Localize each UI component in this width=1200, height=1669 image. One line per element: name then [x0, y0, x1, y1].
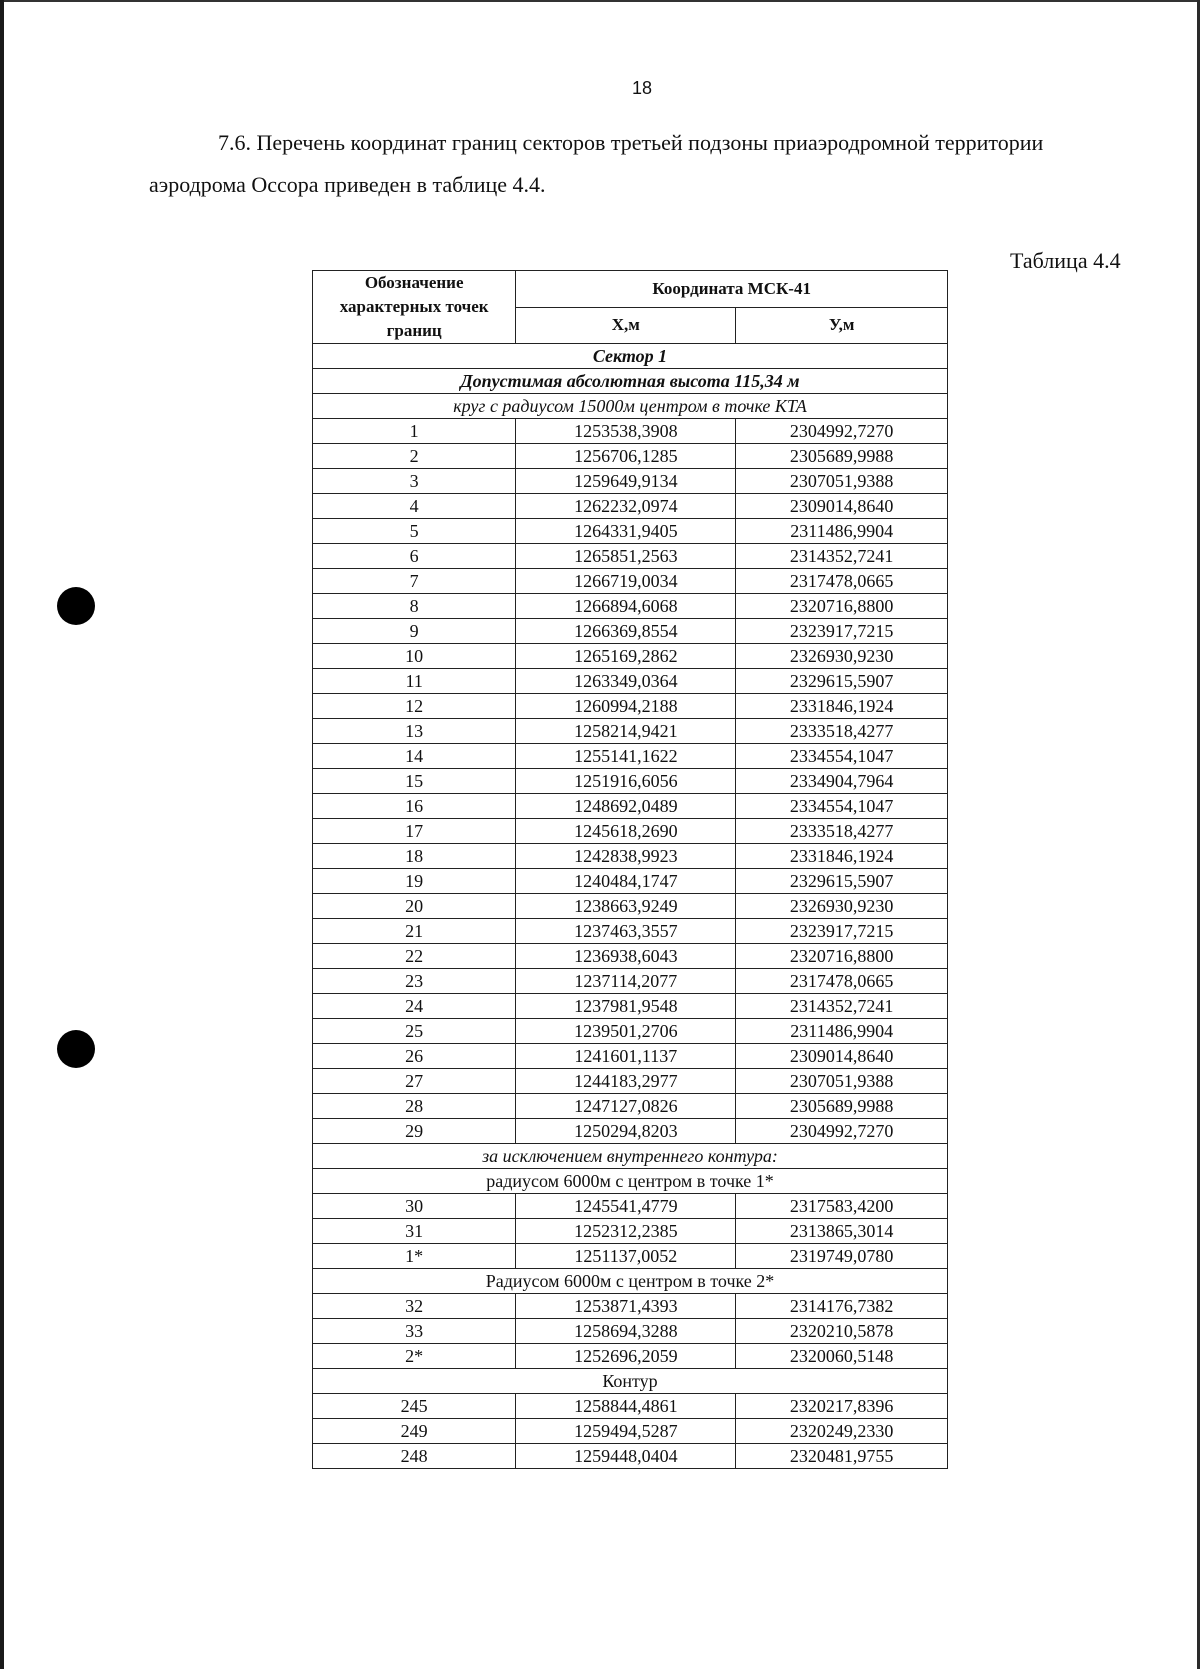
x-cell: 1238663,9249: [516, 894, 736, 919]
x-cell: 1247127,0826: [516, 1094, 736, 1119]
x-cell: 1237463,3557: [516, 919, 736, 944]
point-cell: 5: [313, 519, 516, 544]
x-cell: 1262232,0974: [516, 494, 736, 519]
table-row: [313, 894, 948, 919]
point-cell: 8: [313, 594, 516, 619]
table-row: [313, 1344, 948, 1369]
x-cell: 1251916,6056: [516, 769, 736, 794]
point-cell: 22: [313, 944, 516, 969]
x-cell: 1266369,8554: [516, 619, 736, 644]
y-cell: 2320716,8800: [736, 594, 948, 619]
x-cell: 1258844,4861: [516, 1394, 736, 1419]
y-cell: 2309014,8640: [736, 1044, 948, 1069]
table-row: [313, 1244, 948, 1269]
x-cell: 1239501,2706: [516, 1019, 736, 1044]
table-row: [313, 1044, 948, 1069]
y-cell: 2317583,4200: [736, 1194, 948, 1219]
point-cell: 16: [313, 794, 516, 819]
x-cell: 1241601,1137: [516, 1044, 736, 1069]
point-cell: 3: [313, 469, 516, 494]
point-cell: 4: [313, 494, 516, 519]
radius-2-description: Радиусом 6000м с центром в точке 2*: [313, 1269, 948, 1294]
paragraph-line-2: аэродрома Оссора приведен в таблице 4.4.: [149, 172, 546, 197]
table-row: [313, 544, 948, 569]
point-cell: 6: [313, 544, 516, 569]
table-row: [313, 1094, 948, 1119]
y-cell: 2334554,1047: [736, 794, 948, 819]
x-cell: 1256706,1285: [516, 444, 736, 469]
point-cell: 24: [313, 994, 516, 1019]
table-row: [313, 794, 948, 819]
table-row: [313, 494, 948, 519]
x-cell: 1255141,1622: [516, 744, 736, 769]
x-cell: 1263349,0364: [516, 669, 736, 694]
table-row: [313, 1219, 948, 1244]
x-cell: 1259649,9134: [516, 469, 736, 494]
coordinates-table: [312, 270, 948, 1469]
y-cell: 2317478,0665: [736, 969, 948, 994]
y-cell: 2307051,9388: [736, 1069, 948, 1094]
table-row: [313, 444, 948, 469]
point-cell: 33: [313, 1319, 516, 1344]
y-cell: 2320060,5148: [736, 1344, 948, 1369]
point-cell: 19: [313, 869, 516, 894]
point-cell: 30: [313, 1194, 516, 1219]
y-cell: 2320716,8800: [736, 944, 948, 969]
y-cell: 2311486,9904: [736, 1019, 948, 1044]
table-row: [313, 944, 948, 969]
table-row: [313, 1394, 948, 1419]
y-cell: 2329615,5907: [736, 669, 948, 694]
x-cell: 1253871,4393: [516, 1294, 736, 1319]
table-row: [313, 519, 948, 544]
table-row: [313, 869, 948, 894]
point-cell: 17: [313, 819, 516, 844]
point-cell: 10: [313, 644, 516, 669]
y-cell: 2313865,3014: [736, 1219, 948, 1244]
y-cell: 2309014,8640: [736, 494, 948, 519]
x-cell: 1265169,2862: [516, 644, 736, 669]
x-cell: 1242838,9923: [516, 844, 736, 869]
point-cell: 23: [313, 969, 516, 994]
x-cell: 1259448,0404: [516, 1444, 736, 1469]
table-row: [313, 419, 948, 444]
y-cell: 2331846,1924: [736, 694, 948, 719]
point-cell: 15: [313, 769, 516, 794]
point-cell: 29: [313, 1119, 516, 1144]
x-cell: 1252312,2385: [516, 1219, 736, 1244]
table-row: [313, 1444, 948, 1469]
table-row: [313, 694, 948, 719]
y-cell: 2317478,0665: [736, 569, 948, 594]
header-coordinate-system: Координата МСК-41: [516, 271, 948, 308]
table-row: [313, 744, 948, 769]
header-point-designation: Обозначение характерных точек границ: [313, 271, 516, 344]
x-cell: 1260994,2188: [516, 694, 736, 719]
table-row: [313, 719, 948, 744]
point-cell: 1: [313, 419, 516, 444]
y-cell: 2314176,7382: [736, 1294, 948, 1319]
y-cell: 2326930,9230: [736, 644, 948, 669]
y-cell: 2307051,9388: [736, 469, 948, 494]
x-cell: 1266894,6068: [516, 594, 736, 619]
x-cell: 1236938,6043: [516, 944, 736, 969]
table-row: [313, 569, 948, 594]
contour-title: Контур: [313, 1369, 948, 1394]
x-cell: 1237114,2077: [516, 969, 736, 994]
table-row: [313, 1019, 948, 1044]
table-row: [313, 844, 948, 869]
page-number: 18: [631, 78, 653, 98]
point-cell: 245: [313, 1394, 516, 1419]
x-cell: 1259494,5287: [516, 1419, 736, 1444]
y-cell: 2333518,4277: [736, 719, 948, 744]
point-cell: 20: [313, 894, 516, 919]
y-cell: 2333518,4277: [736, 819, 948, 844]
x-cell: 1248692,0489: [516, 794, 736, 819]
y-cell: 2320217,8396: [736, 1394, 948, 1419]
y-cell: 2323917,7215: [736, 919, 948, 944]
point-cell: 18: [313, 844, 516, 869]
y-cell: 2329615,5907: [736, 869, 948, 894]
x-cell: 1266719,0034: [516, 569, 736, 594]
table-body: [313, 344, 948, 1469]
x-cell: 1245541,4779: [516, 1194, 736, 1219]
punch-hole-icon: [57, 1030, 95, 1068]
point-cell: 25: [313, 1019, 516, 1044]
x-cell: 1244183,2977: [516, 1069, 736, 1094]
y-cell: 2323917,7215: [736, 619, 948, 644]
point-cell: 27: [313, 1069, 516, 1094]
scan-edge-left: [0, 0, 4, 1669]
table-row: [313, 994, 948, 1019]
y-cell: 2304992,7270: [736, 419, 948, 444]
y-cell: 2305689,9988: [736, 444, 948, 469]
point-cell: 1*: [313, 1244, 516, 1269]
y-cell: 2304992,7270: [736, 1119, 948, 1144]
table-row: [313, 469, 948, 494]
exclusion-note: за исключением внутреннего контура:: [313, 1144, 948, 1169]
point-cell: 12: [313, 694, 516, 719]
x-cell: 1258694,3288: [516, 1319, 736, 1344]
point-cell: 21: [313, 919, 516, 944]
point-cell: 31: [313, 1219, 516, 1244]
point-cell: 2: [313, 444, 516, 469]
y-cell: 2334554,1047: [736, 744, 948, 769]
table-row: [313, 1119, 948, 1144]
y-cell: 2320210,5878: [736, 1319, 948, 1344]
table-row: [313, 644, 948, 669]
x-cell: 1250294,8203: [516, 1119, 736, 1144]
y-cell: 2334904,7964: [736, 769, 948, 794]
y-cell: 2314352,7241: [736, 994, 948, 1019]
table-row: [313, 1319, 948, 1344]
table-caption: Таблица 4.4: [1010, 248, 1121, 273]
point-cell: 11: [313, 669, 516, 694]
y-cell: 2311486,9904: [736, 519, 948, 544]
y-cell: 2320249,2330: [736, 1419, 948, 1444]
circle-description: круг с радиусом 15000м центром в точке КТА: [313, 394, 948, 419]
y-cell: 2320481,9755: [736, 1444, 948, 1469]
table-row: [313, 1294, 948, 1319]
scan-edge-top: [0, 0, 1200, 2]
x-cell: 1240484,1747: [516, 869, 736, 894]
point-cell: 9: [313, 619, 516, 644]
header-x: Х,м: [516, 307, 736, 344]
table-row: [313, 1194, 948, 1219]
y-cell: 2319749,0780: [736, 1244, 948, 1269]
table-row: [313, 769, 948, 794]
table-row: [313, 1069, 948, 1094]
table-row: [313, 819, 948, 844]
x-cell: 1251137,0052: [516, 1244, 736, 1269]
table-row: [313, 1419, 948, 1444]
paragraph-line-1: 7.6. Перечень координат границ секторов третьей подзоны приаэродромной территории: [218, 130, 1044, 155]
table-row: [313, 969, 948, 994]
point-cell: 28: [313, 1094, 516, 1119]
x-cell: 1253538,3908: [516, 419, 736, 444]
table-row: [313, 594, 948, 619]
x-cell: 1245618,2690: [516, 819, 736, 844]
point-cell: 14: [313, 744, 516, 769]
point-cell: 32: [313, 1294, 516, 1319]
table-row: [313, 619, 948, 644]
radius-1-description: радиусом 6000м с центром в точке 1*: [313, 1169, 948, 1194]
y-cell: 2326930,9230: [736, 894, 948, 919]
point-cell: 248: [313, 1444, 516, 1469]
x-cell: 1258214,9421: [516, 719, 736, 744]
point-cell: 249: [313, 1419, 516, 1444]
y-cell: 2314352,7241: [736, 544, 948, 569]
x-cell: 1265851,2563: [516, 544, 736, 569]
x-cell: 1264331,9405: [516, 519, 736, 544]
punch-hole-icon: [57, 587, 95, 625]
point-cell: 7: [313, 569, 516, 594]
allowed-height: Допустимая абсолютная высота 115,34 м: [313, 369, 948, 394]
header-y: У,м: [736, 307, 948, 344]
point-cell: 26: [313, 1044, 516, 1069]
point-cell: 2*: [313, 1344, 516, 1369]
sector-title: Сектор 1: [313, 344, 948, 369]
x-cell: 1252696,2059: [516, 1344, 736, 1369]
y-cell: 2331846,1924: [736, 844, 948, 869]
point-cell: 13: [313, 719, 516, 744]
table-row: [313, 669, 948, 694]
table-row: [313, 919, 948, 944]
x-cell: 1237981,9548: [516, 994, 736, 1019]
y-cell: 2305689,9988: [736, 1094, 948, 1119]
